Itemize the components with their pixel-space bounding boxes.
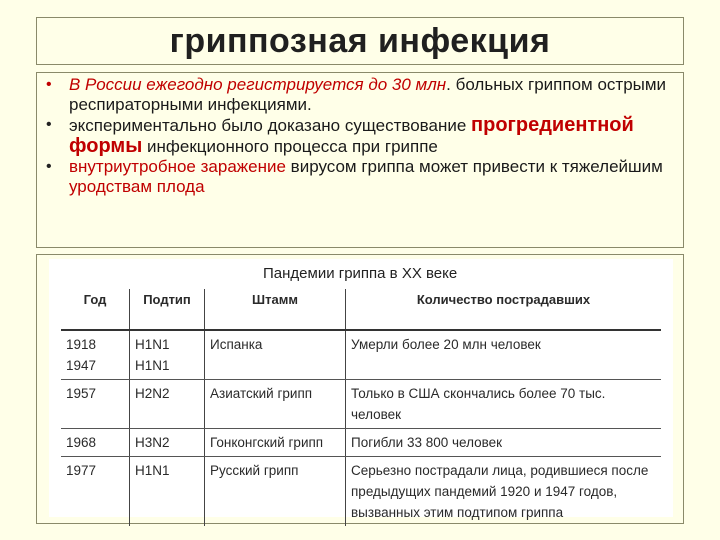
cell-strain: Гонконгский грипп: [205, 429, 346, 457]
table-caption: Пандемии гриппа в XX веке: [263, 265, 458, 282]
cell-subtype: H1N1: [130, 457, 205, 527]
bullet-item: [37, 115, 675, 157]
bullet-list: [37, 73, 683, 197]
bullet-dot-icon: •: [46, 158, 52, 175]
pandemics-table: [61, 289, 661, 526]
header-victims: Количество пострадавших: [346, 289, 662, 330]
header-subtype: Подтип: [130, 289, 205, 330]
bullet-text: уродствам плода: [69, 177, 205, 196]
bullet-text: вирусом гриппа может привести к тяжелейшим: [285, 157, 663, 176]
cell-strain: Русский грипп: [205, 457, 346, 527]
cell-subtype: H3N2: [130, 429, 205, 457]
header-year: Год: [61, 289, 130, 330]
cell-year: 1918 1947: [61, 330, 130, 380]
bullet-text: прогредиентной формы: [69, 114, 634, 157]
bullet-text: внутриутробное заражение: [69, 157, 286, 176]
bullet-item: [37, 157, 675, 197]
cell-victims: Погибли 33 800 человек: [346, 429, 662, 457]
slide-title: гриппозная инфекция: [169, 21, 551, 60]
table-row: [61, 330, 661, 380]
table-row: [61, 429, 661, 457]
bullet-text: . больных гриппом острыми респираторными инфекциями.: [69, 75, 667, 114]
table-header-row: [61, 289, 661, 330]
cell-victims: Умерли более 20 млн человек: [346, 330, 662, 380]
table-box: [36, 254, 684, 524]
cell-year: 1968: [61, 429, 130, 457]
table-row: [61, 457, 661, 527]
cell-victims: Серьезно пострадали лица, родившиеся после предыдущих пандемий 1920 и 1947 годов, вызванных этим подтипом гриппа: [346, 457, 662, 527]
cell-year: 1977: [66, 463, 97, 478]
bullet-box: [36, 72, 684, 248]
bullet-text: экспериментально было доказано существование: [69, 116, 472, 135]
table-image: [49, 259, 673, 520]
cell-strain: Азиатский грипп: [205, 380, 346, 429]
cell-victims: Только в США скончались более 70 тыс. человек: [346, 380, 662, 429]
table-row: [61, 380, 661, 429]
cell-year: 1957: [61, 380, 130, 429]
header-strain: Штамм: [205, 289, 346, 330]
bullet-text: инфекционного процесса при гриппе: [142, 137, 438, 156]
cell-strain: Испанка: [205, 330, 346, 380]
bullet-dot-icon: •: [46, 116, 52, 133]
cell-subtype: H1N1 H1N1: [130, 330, 205, 380]
bullet-text: В России ежегодно регистрируется до 30 млн: [69, 75, 447, 94]
bullet-dot-icon: •: [46, 76, 52, 93]
cell-subtype: H2N2: [130, 380, 205, 429]
title-box: [36, 17, 684, 65]
bullet-item: [37, 75, 675, 115]
